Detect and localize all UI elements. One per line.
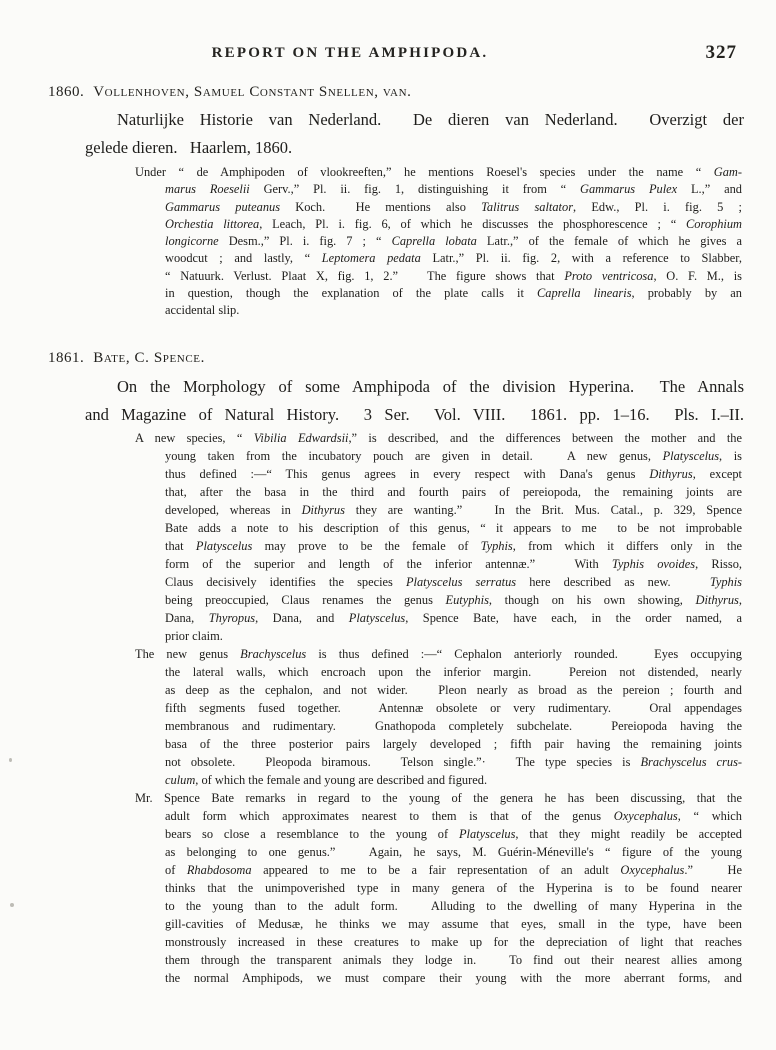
text-line: membranous and rudimentary. Gnathopoda completely subchelate. Pereiopoda having the xyxy=(165,719,742,733)
text-line: marus Roeselii Gerv.,” Pl. ii. fig. 1, distinguishing it from “ Gammarus Pulex L.,” and xyxy=(165,182,742,197)
text-line: being preoccupied, Claus renames the genus Eutyphis, though on his own showing, Dithyrus, xyxy=(165,593,742,607)
text-line: thinks that the unimpoverished type in many genera of the Hyperina is to be found nearer xyxy=(165,881,742,895)
running-header: REPORT ON THE AMPHIPODA. xyxy=(211,45,489,61)
text-line: On the Morphology of some Amphipoda of the division Hyperina. The Annals xyxy=(117,377,744,396)
text-line: form of the superior and length of the inferior antennæ.” With Typhis ovoides, Risso, xyxy=(165,557,742,571)
work-title-1861 xyxy=(85,373,744,429)
text-line: young taken from the incubatory pouch are given in detail. A new genus, Platyscelus, is xyxy=(165,449,743,463)
text-line: The new genus Brachyscelus is thus defined :—“ Cephalon anteriorly rounded. Eyes occupying xyxy=(135,647,742,661)
text-line: the lateral walls, which encroach upon the inferior margin. Pereion not distended, nearly xyxy=(165,665,742,679)
scan-speck xyxy=(9,758,12,762)
text-line: not obsolete. Pleopoda biramous. Telson single.”· The type species is Brachyscelus crus- xyxy=(165,755,743,769)
text-line: Naturlijke Historie van Nederland. De dieren van Nederland. Overzigt der xyxy=(117,110,744,129)
text-line: Claus decisively identifies the species Platyscelus serratus here described as new. Typhis xyxy=(165,575,742,589)
text-line: Gammarus puteanus Koch. He mentions also Talitrus saltator, Edw., Pl. i. fig. 5 ; xyxy=(165,199,742,214)
text-line: thus defined :—“ This genus agrees in every respect with Dana's genus Dithyrus, except xyxy=(165,467,743,481)
text-line: woodcut ; and lastly, “ Leptomera pedata Latr.,” Pl. ii. fig. 2, with a reference to Slabber, xyxy=(165,251,742,266)
work-title-1860 xyxy=(85,106,744,162)
annotation-paragraph xyxy=(135,429,743,645)
text-line: in question, though the explanation of the plate calls it Caprella linearis, probably by an xyxy=(165,286,742,301)
text-line: accidental slip. xyxy=(165,303,240,318)
entry-heading-1860 xyxy=(48,83,412,101)
text-line: A new species, “ Vibilia Edwardsii,” is described, and the differences between the mother and the xyxy=(135,431,742,445)
text-line: them through the transparent animals they lodge in. To find out their nearest allies among xyxy=(165,953,742,967)
page-number: 327 xyxy=(705,42,737,63)
text-line: Bate adds a note to his description of this genus, “ it appears to me to be not improbable xyxy=(165,521,742,535)
text-line: and Magazine of Natural History. 3 Ser. Vol. VIII. 1861. pp. 1–16. Pls. I.–II. xyxy=(85,405,744,424)
text-line: to the young than to the adult form. Alluding to the dwelling of many Hyperina in the xyxy=(165,899,742,913)
scan-speck xyxy=(10,903,14,907)
entry-year: 1861. xyxy=(48,350,85,366)
text-line: adult form which approximates nearest to them is that of the genus Oxycephalus, “ which xyxy=(165,809,743,823)
text-line: that Platyscelus may prove to be the female of Typhis, from which it differs only in the xyxy=(165,539,743,553)
text-line: Under “ de Amphipoden of vlookreeften,” he mentions Roesel's species under the name “ Gam- xyxy=(135,165,742,179)
text-line: fifth segments fused together. Antennæ obsolete or very rudimentary. Oral appendages xyxy=(165,701,742,715)
text-line: the normal Amphipods, we must compare their young with the more aberrant forms, and xyxy=(165,971,742,985)
text-line: of Rhabdosoma appeared to me to be a fair representation of an adult Oxycephalus.” He xyxy=(165,863,742,877)
text-line: that, after the basa in the third and fourth pairs of pereiopoda, the remaining joints are xyxy=(165,485,742,499)
text-line: Dana, Thyropus, Dana, and Platyscelus, Spence Bate, have each, in the order named, a xyxy=(165,611,742,625)
text-line: culum, of which the female and young are described and figured. xyxy=(165,773,488,787)
text-line: as deep as the cephalon, and not wider. Pleon nearly as broad as the pereion ; fourth and xyxy=(165,683,742,697)
text-line: basa of the three posterior pairs largely developed ; fifth pair having the remaining joints xyxy=(165,737,742,751)
annotation-paragraph xyxy=(135,645,743,789)
entry-author: Vollenhoven, Samuel Constant Snellen, van. xyxy=(93,84,412,100)
annotation-1861 xyxy=(135,429,743,987)
text-line: Orchestia littorea, Leach, Pl. i. fig. 6, of which he discusses the phosphorescence ; “ Corophium xyxy=(165,216,742,231)
text-line: longicorne Desm.,” Pl. i. fig. 7 ; “ Caprella lobata Latr.,” of the female of which he gives a xyxy=(165,234,742,249)
annotation-paragraph xyxy=(135,789,743,987)
text-line: bears so close a resemblance to the young of Platyscelus, that they might readily be accepted xyxy=(165,827,742,841)
entry-author: Bate, C. Spence. xyxy=(93,350,205,366)
text-line: as belonging to one genus.” Again, he says, M. Guérin-Méneville's “ figure of the young xyxy=(165,845,742,859)
text-line: developed, whereas in Dithyrus they are wanting.” In the Brit. Mus. Catal., p. 329, Spence xyxy=(165,503,742,517)
text-line: gill-cavities of Medusæ, he thinks we may assume that eyes, small in the type, have been xyxy=(165,917,742,931)
text-line: “ Natuurk. Verlust. Plaat X, fig. 1, 2.” The figure shows that Proto ventricosa, O. F. M., is xyxy=(165,268,742,283)
text-line: prior claim. xyxy=(165,629,223,643)
text-line: Mr. Spence Bate remarks in regard to the young of the genera he has been discussing, that the xyxy=(135,791,742,805)
annotation-paragraph xyxy=(135,164,742,320)
annotation-1860 xyxy=(135,164,742,320)
text-line: monstrously increased in these creatures to make up for the depreciation of light that reaches xyxy=(165,935,742,949)
entry-heading-1861 xyxy=(48,349,205,367)
text-line: gelede dieren. Haarlem, 1860. xyxy=(85,138,293,157)
entry-year: 1860. xyxy=(48,84,85,100)
